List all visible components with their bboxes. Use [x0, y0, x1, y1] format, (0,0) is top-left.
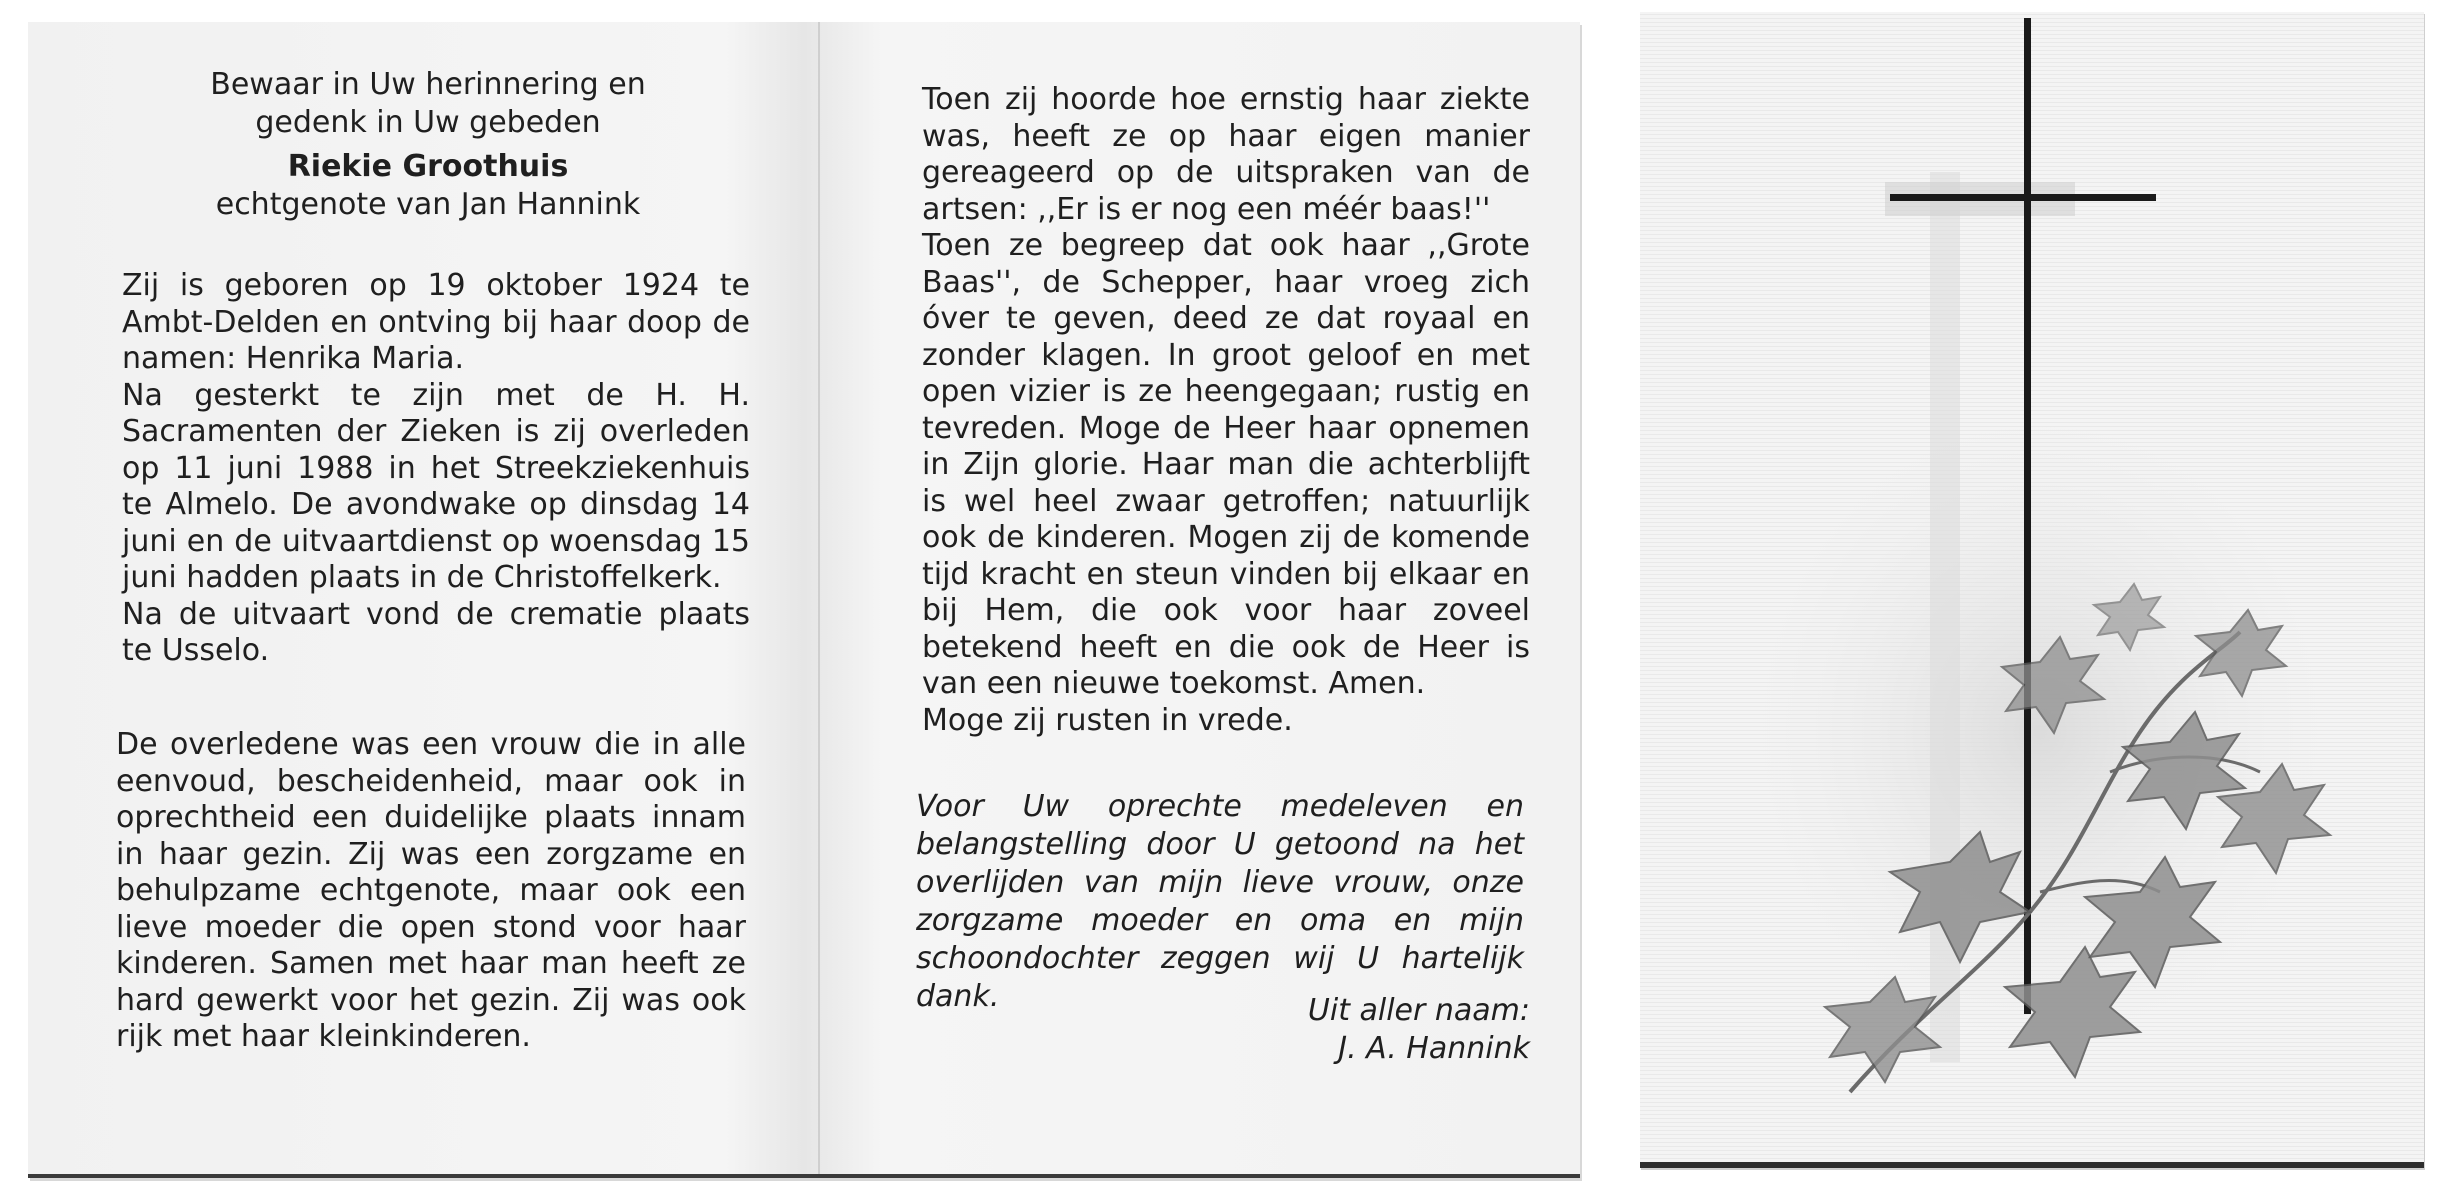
- deceased-name: Riekie Groothuis: [287, 149, 569, 184]
- thanks-text: Voor Uw oprechte medeleven en belangstelling door U getoond na het overlijden van mijn lieve vrouw, onze zorgzame moeder en oma en mijn schoondochter zeggen wij U hartelijk dank.: [916, 789, 1524, 1014]
- biography-paragraph: Zij is geboren op 19 oktober 1924 te Ambt-Delden en ontving bij haar doop de namen: Henrika Maria.: [122, 268, 750, 376]
- header-block: [148, 66, 708, 224]
- shadow-haze: [1740, 402, 2340, 1062]
- character-paragraph: De overledene was een vrouw die in alle eenvoud, bescheidenheid, maar ook in oprechtheid een duidelijke plaats innam in haar gezin. Zij was een zorgzame en behulpzame echtgenote, maar ook een lieve moeder die open stond voor haar kinderen. Samen met haar man heeft ze hard gewerkt voor het gezin. Zij was ook rijk met haar kleinkinderen.: [116, 727, 746, 1054]
- biography-paragraph: Na de uitvaart vond de crematie plaats te Usselo.: [122, 596, 750, 668]
- signature-name: J. A. Hannink: [1338, 1031, 1530, 1066]
- story-paragraph: Moge zij rusten in vrede.: [922, 702, 1293, 738]
- left-page: [28, 22, 818, 1174]
- closing-line: Uit aller naam:: [1307, 993, 1530, 1028]
- intro-line-2: gedenk in Uw gebeden: [255, 105, 601, 140]
- biography-text: [122, 268, 750, 670]
- card-inner-spread: [28, 22, 1580, 1178]
- biography-paragraph: Na gesterkt te zijn met de H. H. Sacramenten der Zieken is zij overleden op 11 juni 1988 in het Streekziekenhuis te Almelo. De avondwake op dinsdag 14 juni en de uitvaartdienst op woensdag 15 juni hadden plaats in de Christoffelkerk.: [122, 377, 750, 595]
- card-front-cover: [1640, 12, 2424, 1168]
- relation-line: echtgenote van Jan Hannink: [215, 187, 641, 222]
- character-text: [116, 727, 746, 1056]
- story-paragraph: Toen ze begreep dat ook haar ,,Grote Baas'', de Schepper, haar vroeg zich óver te geven, deed ze dat royaal en zonder klagen. In groot geloof en met open vizier is ze heengegaan; rustig en tevreden. Moge de Heer haar opnemen in Zijn glorie. Haar man die achterblijft is wel heel zwaar getroffen; natuurlijk ook de kinderen. Mogen zij de komende tijd kracht en steun vinden bij elkaar en bij Hem, die ook voor haar zoveel betekend heeft en die ook de Heer is van een nieuwe toekomst. Amen.: [922, 228, 1530, 701]
- cover-illustration: [1640, 12, 2424, 1162]
- story-text: [922, 82, 1530, 739]
- intro-line-1: Bewaar in Uw herinnering en: [210, 67, 646, 102]
- story-paragraph: Toen zij hoorde hoe ernstig haar ziekte was, heeft ze op haar eigen manier gereageerd op de uitspraken van de artsen: ,,Er is er nog een méér baas!'': [922, 82, 1530, 227]
- signature-block: [1280, 992, 1530, 1068]
- right-page: [820, 22, 1580, 1174]
